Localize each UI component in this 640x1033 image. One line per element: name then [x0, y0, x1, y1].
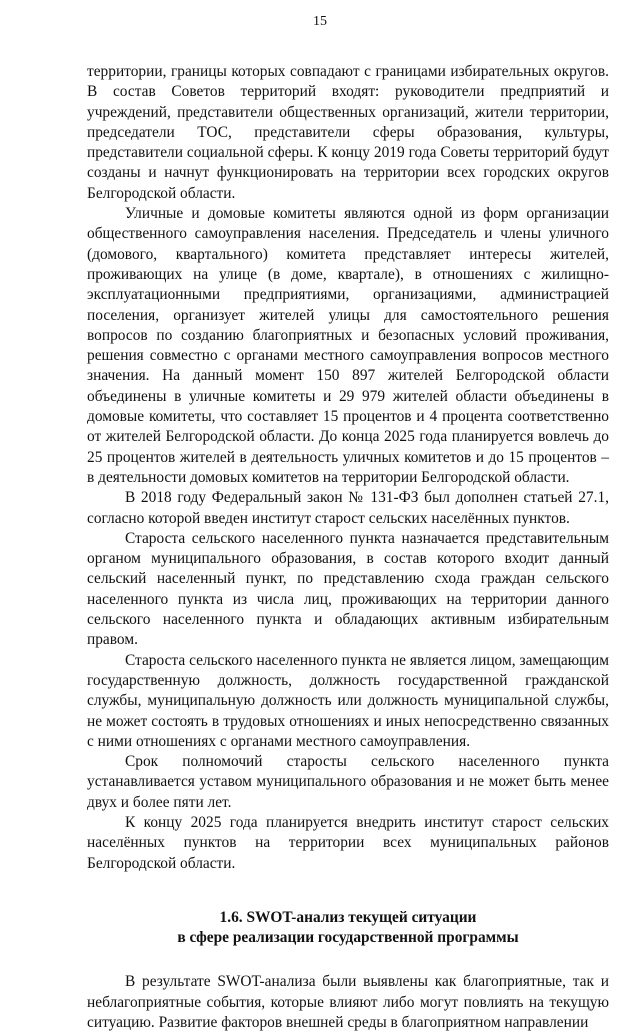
- section-heading-line-2: в сфере реализации государственной программы: [177, 929, 519, 947]
- paragraph-federal-law: В 2018 году Федеральный закон № 131-ФЗ был дополнен статьей 27.1, согласно которой введен институт старост сельских населённых пунктов.: [87, 489, 609, 527]
- paragraph-plan-2025: К концу 2025 года планируется внедрить институт старост сельских населённых пунктов на территории всех муниципальных районов Белгородской области.: [87, 813, 609, 872]
- section-heading-line-1: 1.6. SWOT-анализ текущей ситуации: [219, 908, 477, 926]
- document-body: [87, 62, 609, 1033]
- page-number: 15: [313, 14, 327, 29]
- paragraph-swot-intro: В результате SWOT-анализа были выявлены как благоприятные, так и неблагоприятные события, которые влияют либо могут повлиять на текущую ситуацию. Развитие факторов внешней среды в благоприятном направлении: [87, 973, 609, 1032]
- paragraph-continuation: территории, границы которых совпадают с границами избирательных округов. В состав Советов территорий входят: руководители предприятий и учреждений, представители общественных организаций, жители территории, председатели ТОС, представители сферы образования, культуры, представители социальной сферы. К концу 2019 года Советы территорий будут созданы и начнут функционировать на территории всех городских округов Белгородской области.: [87, 63, 609, 202]
- paragraph-term-of-office: Срок полномочий старосты сельского населенного пункта устанавливается уставом муниципального образования и не может быть менее двух и более пяти лет.: [87, 753, 609, 811]
- paragraph-headman-appointment: Староста сельского населенного пункта назначается представительным органом муниципального образования, в состав которого входит данный сельский населенный пункт, по представлению схода граждан сельского населенного пункта из числа лиц, проживающих на территории данного сельского населенного пункта и обладающих активным избирательным правом.: [87, 529, 609, 649]
- paragraph-headman-status: Староста сельского населенного пункта не является лицом, замещающим государственную должность, должность государственной гражданской службы, муниципальную должность или должность муниципальной службы, не может состоять в трудовых отношениях и иных непосредственно связанных с ними отношениях с органами местного самоуправления.: [87, 651, 609, 750]
- paragraph-street-committees: Уличные и домовые комитеты являются одной из форм организации общественного самоуправления населения. Председатель и члены уличного (домового, квартального) комитета представляет интересы жителей, проживающих на улице (в доме, квартале), в отношениях с жилищно-эксплуатационными предприятиями, организациями, администрацией поселения, организует жителей улицы для самостоятельного решения вопросов по созданию благоприятных и безопасных условий проживания, решения совместно с органами местного самоуправления вопросов местного значения. На данный момент 150 897 жителей Белгородской области объединены в уличные комитеты и 29 979 жителей области объединены в домовые комитеты, что составляет 15 процентов и 4 процента соответственно от жителей Белгородской области. До конца 2025 года планируется вовлечь до 25 процентов жителей в деятельность уличных комитетов и до 15 процентов – в деятельности домовых комитетов на территории Белгородской области.: [87, 205, 609, 486]
- section-heading: [87, 908, 609, 949]
